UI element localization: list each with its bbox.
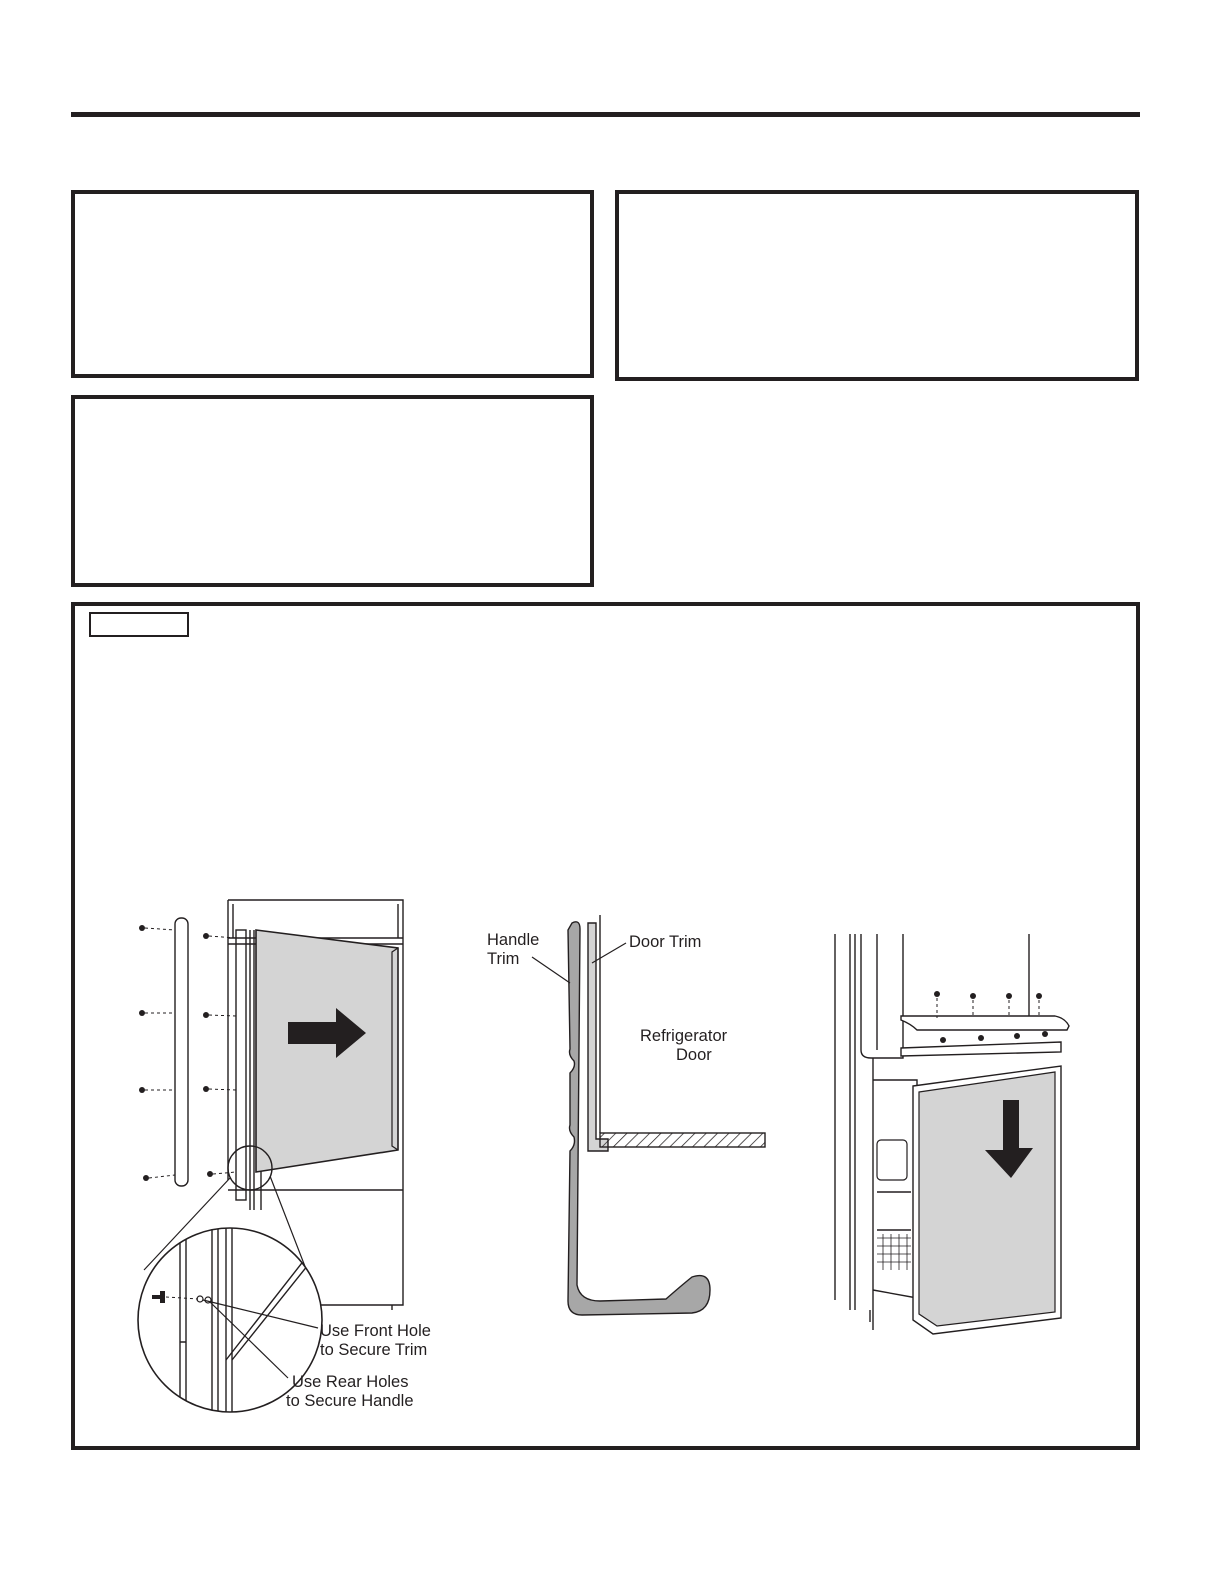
- label-handle-trim-1: Handle: [487, 931, 540, 949]
- figure-door-trim-install: [120, 890, 450, 1420]
- door-panel: [256, 930, 398, 1172]
- label-rear-holes-2: to Secure Handle: [286, 1392, 414, 1410]
- figure-drawer-trim-install: [825, 930, 1085, 1340]
- figure-handle-cross-section: [470, 905, 790, 1325]
- drawer-front-panel: [919, 1072, 1055, 1326]
- label-refrigerator-door-2: Door: [676, 1046, 712, 1064]
- label-front-holes-2: to Secure Trim: [320, 1341, 428, 1359]
- header-rule: [71, 112, 1140, 117]
- screw-icons: [139, 925, 213, 1181]
- section-tag-box: [89, 612, 189, 637]
- label-rear-holes-1: Use Rear Holes: [292, 1373, 409, 1391]
- label-refrigerator-door-1: Refrigerator: [640, 1027, 728, 1045]
- instruction-box-top-left: [71, 190, 594, 378]
- refrigerator-door-section: [600, 1133, 765, 1147]
- label-handle-trim-2: Trim: [487, 950, 520, 968]
- label-front-holes-1: Use Front Hole: [320, 1322, 431, 1340]
- label-door-trim: Door Trim: [629, 933, 702, 951]
- instruction-box-middle-left: [71, 395, 594, 587]
- instruction-box-top-right: [615, 190, 1139, 381]
- door-trim-shape: [588, 923, 608, 1151]
